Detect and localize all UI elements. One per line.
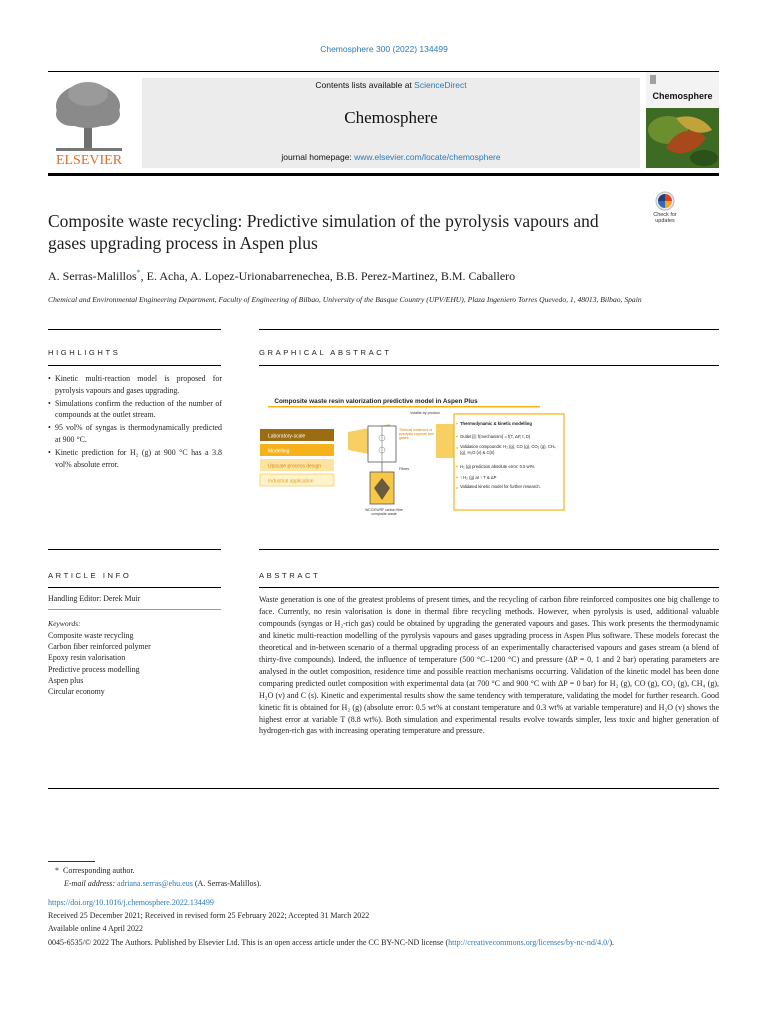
sciencedirect-link[interactable]: ScienceDirect xyxy=(414,80,467,90)
ga-label-waste: WCC/EWRF carbon fibre composite waste xyxy=(365,508,403,516)
abstract-heading-rule xyxy=(259,587,719,588)
homepage-prefix: journal homepage: xyxy=(281,152,355,162)
abstract-bottom-rule xyxy=(48,788,719,789)
ga-arrow-band-right xyxy=(436,424,454,458)
article-info-heading-rule xyxy=(48,587,221,588)
email-footnote xyxy=(64,879,261,888)
journal-homepage-link[interactable]: www.elsevier.com/locate/chemosphere xyxy=(354,152,501,162)
history-dates: Received 25 December 2021; Received in revised form 25 February 2022; Accepted 31 March 2022 xyxy=(48,911,370,920)
ga-label-volatile: Volatile by-product xyxy=(410,411,440,415)
ga-label-thermal: Thermal treatment of pyrolysis vapours and gases xyxy=(399,428,434,441)
highlight-item: • Kinetic prediction for H₂ (g) at 900 °C has a 3.8 vol% absolute error. xyxy=(48,447,222,471)
highlight-item: • Simulations confirm the reduction of the number of compounds at the outlet stream. xyxy=(48,398,222,422)
license-end: ). xyxy=(609,938,614,947)
article-title: Composite waste recycling: Predictive simulation of the pyrolysis vapours and gases upgrading process in Aspen plus xyxy=(48,211,599,253)
ga-bullet: Outlet [i]: f(mechanism) = f(T, ΔP, t, D) xyxy=(460,434,531,439)
ga-step-label: Modelling xyxy=(268,448,290,455)
highlight-item: • Kinetic multi-reaction model is proposed for pyrolysis vapours and gases upgrading. xyxy=(48,373,222,397)
article-info-top-rule xyxy=(48,549,221,550)
ga-bullet: Thermodynamic & kinetic modelling xyxy=(460,421,532,426)
first-author: A. Serras-Malillos xyxy=(48,269,137,283)
graphical-abstract-figure xyxy=(258,388,570,533)
journal-citation[interactable]: Chemosphere 300 (2022) 134499 xyxy=(320,44,448,54)
cover-title: Chemosphere xyxy=(652,91,713,101)
corresponding-author-marker[interactable]: * xyxy=(136,268,141,277)
ga-bullet: ↑ H₂ (g) at ↑ T & ΔP xyxy=(460,475,497,480)
keyword-item: Circular economy xyxy=(48,687,105,697)
elsevier-logo xyxy=(48,78,130,168)
ga-title: Composite waste resin valorization predictive model in Aspen Plus xyxy=(274,398,478,405)
ga-label-waste-wrap xyxy=(364,508,404,522)
keyword-item: Composite waste recycling xyxy=(48,631,134,640)
contents-prefix: Contents lists available at xyxy=(315,80,415,90)
handling-editor: Handling Editor: Derek Muir xyxy=(48,594,141,603)
cover-leaf-image xyxy=(646,108,719,168)
keyword-item: Aspen plus xyxy=(48,675,84,685)
header-top-rule xyxy=(48,71,719,72)
highlights-list xyxy=(48,373,222,471)
ga-bullet: Validated kinetic model for further research. xyxy=(460,484,541,489)
graphical-abstract-heading: GRAPHICAL ABSTRACT xyxy=(259,348,392,357)
ga-step-label: Laboratory-scale xyxy=(268,433,306,440)
keyword-item: Predictive process modelling xyxy=(48,664,140,674)
elsevier-wordmark: ELSEVIER xyxy=(55,153,123,168)
license-statement xyxy=(48,937,720,949)
cover-emblem-icon xyxy=(646,72,719,90)
ga-bullet-wrap xyxy=(456,444,562,458)
highlight-item: • 95 vol% of syngas is thermodynamically predicted at 900 °C. xyxy=(48,422,222,446)
ga-bullet: Validation compounds: H₂ (g), CO (g), CO₂ (g), CH₄ (g), H₂O (v) & C(s) xyxy=(460,444,556,455)
graphical-abstract-heading-rule xyxy=(259,365,719,366)
check-for-updates-label[interactable]: Check for updates xyxy=(653,212,677,224)
ga-label-thermal-wrap xyxy=(399,428,435,456)
other-authors: , E. Acha, A. Lopez-Urionabarrenechea, B.B. Perez-Martinez, B.M. Caballero xyxy=(140,269,516,283)
ga-title-rule xyxy=(268,406,540,408)
author-affiliation: Chemical and Environmental Engineering Department, Faculty of Engineering of Bilbao, University of the Basque Country (UPV/EHU), Plaza Ingeniero Torres Quevedo, 1, 48013, Bilbao, Spain xyxy=(48,295,642,304)
online-date: Available online 4 April 2022 xyxy=(48,924,143,933)
abstract-top-rule xyxy=(259,549,719,550)
footnote-corresponding: Corresponding author. xyxy=(63,866,135,875)
license-text: 0045-6535/© 2022 The Authors. Published by Elsevier Ltd. This is an open access article under the CC BY-NC-ND license ( xyxy=(48,938,449,947)
article-info-heading: ARTICLE INFO xyxy=(48,571,132,580)
author-list xyxy=(48,268,728,284)
keyword-item: Epoxy resin valorisation xyxy=(48,653,126,663)
abstract-heading: ABSTRACT xyxy=(259,571,321,580)
contents-line xyxy=(142,80,640,90)
keyword-item: Carbon fiber reinforced polymer xyxy=(48,642,151,652)
journal-cover xyxy=(646,72,719,168)
footnote-star: * xyxy=(55,866,59,875)
header-bottom-rule xyxy=(48,173,719,176)
license-link[interactable]: http://creativecommons.org/licenses/by-nc-nd/4.0/ xyxy=(448,938,610,947)
tree-icon xyxy=(56,82,122,151)
keywords-label: Keywords: xyxy=(48,619,81,628)
article-info-divider xyxy=(48,609,221,610)
corresponding-footnote xyxy=(55,866,135,875)
doi-link[interactable]: https://doi.org/10.1016/j.chemosphere.2022.134499 xyxy=(48,898,214,907)
email-owner: (A. Serras-Malillos). xyxy=(192,879,262,888)
ga-label-fibres: Fibres xyxy=(399,467,409,471)
check-for-updates-icon[interactable] xyxy=(645,190,685,214)
ga-step-label: Industrial application xyxy=(268,478,314,485)
graphical-abstract-top-rule xyxy=(259,329,719,330)
highlights-heading-rule xyxy=(48,365,221,366)
homepage-line xyxy=(142,152,640,162)
email-link[interactable]: adriana.serras@ehu.eus xyxy=(117,879,193,888)
ga-bullet-wrap xyxy=(456,484,562,500)
ga-step-label: Upscale process design xyxy=(268,463,322,470)
journal-name: Chemosphere xyxy=(344,108,438,127)
keywords-list xyxy=(48,630,151,697)
highlights-heading: HIGHLIGHTS xyxy=(48,348,121,357)
footnote-rule xyxy=(48,861,95,862)
ga-bullet: H₂ (g) prediction absolute error: 0.5 wt% xyxy=(460,464,535,469)
abstract-text: Waste generation is one of the greatest problems of present times, and the recycling of carbon fibre reinforced composites one big challenge to face. Currently, no resin valorisation is done in thermal fibre recycling methods. However, when pyrolysis is used, additional valuable compounds (syngas or H₂-rich gas) could be obtained by upgrading the generated vapours and gases. This work presents the thermodynamic and kinetic multi-reaction modelling of the pyrolysis vapours and gases upgrading process in Aspen Plus software. These models forecast the theoretical and in-between scenario of a thermal upgrading process of an experimentally characterised vapours and gases stream (a blend of thirty-five compounds). Indeed, the influence of temperature (500 °C–1200 °C) and pressure (ΔP = 0, 1 and 2 bar) operating parameters are analysed in the outlet composition, residence time and possible reaction mechanisms occurring. Validation of the kinetic model has been done comparing predicted outlet composition with experimental data (at 700 °C and 900 °C with ΔP = 0 bar) for H₂ (g), CO (g), CO₂ (g), CH₄ (g), H₂O (v) and C (s). Kinetic and experimental results show the same tendency with temperature, validating the model for further research. Good kinetic fit is obtained for H₂ (g) (absolute error: 0.5 wt% at constant temperature and 0.3 wt% at variable temperature) and H₂O (v) shows the highest error at variable T (8.8 wt%). Both simulation and experimental results evolve towards simpler, less toxic and higher generation of hydrogen-rich gas with increasing operating temperature and pressure. xyxy=(259,595,719,736)
email-label: E-mail address: xyxy=(64,879,116,888)
highlights-top-rule xyxy=(48,329,221,330)
